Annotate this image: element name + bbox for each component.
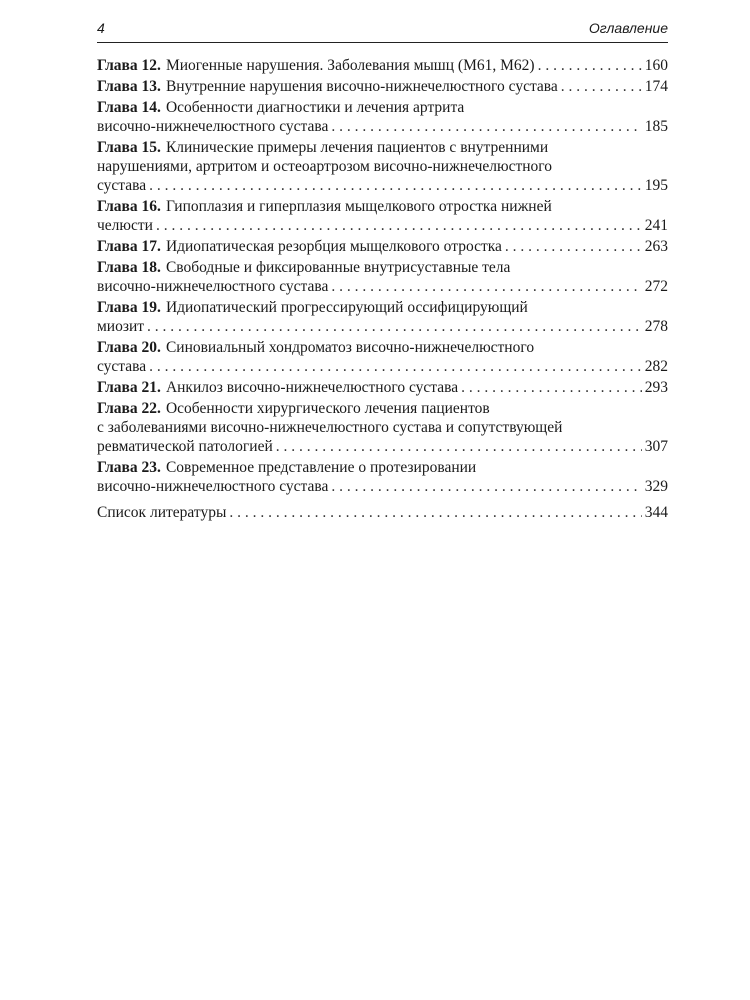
page-ref: 195 (644, 177, 668, 194)
toc-entry-line (97, 56, 668, 75)
dot-leader (461, 378, 642, 397)
toc-entry-line (97, 157, 668, 176)
chapter-title-line: сустава (97, 177, 147, 194)
page-number: 4 (97, 20, 105, 36)
toc-entry (97, 237, 668, 256)
chapter-title-line: Гипоплазия и гиперплазия мыщелкового отростка нижней (165, 198, 552, 215)
chapter-title-line: Особенности хирургического лечения пациентов (165, 400, 490, 417)
chapter-title-line: Список литературы (97, 504, 227, 521)
dot-leader (229, 503, 641, 522)
dot-leader (331, 277, 641, 296)
chapter-title-line: с заболеваниями височно-нижнечелюстного сустава и сопутствующей (97, 419, 563, 436)
chapter-number: Глава 16. (97, 198, 161, 215)
toc-entry-line (97, 77, 668, 96)
toc-entry-line (97, 216, 668, 235)
page-ref: 174 (644, 78, 668, 95)
page-ref: 282 (644, 358, 668, 375)
chapter-title-line: Идиопатическая резорбция мыщелкового отростка (165, 238, 502, 255)
chapter-title-line: височно-нижнечелюстного сустава (97, 278, 329, 295)
toc-entry (97, 458, 668, 496)
chapter-number: Глава 15. (97, 139, 161, 156)
chapter-title-line: ревматической патологией (97, 438, 273, 455)
page-ref: 263 (644, 238, 668, 255)
chapter-title-line: челюсти (97, 217, 153, 234)
chapter-title-line: Синовиальный хондроматоз височно-нижнечелюстного (165, 339, 535, 356)
toc-entry-line (97, 418, 668, 437)
toc-entry (97, 399, 668, 456)
chapter-title-line: височно-нижнечелюстного сустава (97, 118, 329, 135)
running-header (97, 16, 668, 43)
toc-entry-line (97, 138, 668, 157)
toc-entry-line (97, 176, 668, 195)
toc-entry-line (97, 338, 668, 357)
toc-entry (97, 378, 668, 397)
page-ref: 278 (644, 318, 668, 335)
dot-leader (538, 56, 642, 75)
toc-entry-line (97, 357, 668, 376)
toc-entry (97, 338, 668, 376)
dot-leader (331, 117, 641, 136)
dot-leader (156, 216, 642, 235)
chapter-title-line: Современное представление о протезировании (165, 459, 477, 476)
chapter-number: Глава 18. (97, 259, 161, 276)
page-ref: 160 (644, 57, 668, 74)
chapter-title-line: височно-нижнечелюстного сустава (97, 478, 329, 495)
toc-entry-line (97, 197, 668, 216)
toc-entry-line (97, 437, 668, 456)
dot-leader (149, 176, 642, 195)
chapter-title-line: нарушениями, артритом и остеоартрозом височно-нижнечелюстного (97, 158, 552, 175)
toc-entry-line (97, 258, 668, 277)
table-of-contents (97, 56, 668, 524)
toc-entry-line (97, 399, 668, 418)
page-ref: 307 (644, 438, 668, 455)
chapter-title-line: Миогенные нарушения. Заболевания мышц (М61, М62) (165, 57, 535, 74)
chapter-number: Глава 22. (97, 400, 161, 417)
chapter-number: Глава 14. (97, 99, 161, 116)
dot-leader (147, 317, 642, 336)
chapter-number: Глава 17. (97, 238, 161, 255)
chapter-title-line: Клинические примеры лечения пациентов с внутренними (165, 139, 549, 156)
toc-entry (97, 197, 668, 235)
page-ref: 185 (644, 118, 668, 135)
section-title: Оглавление (588, 20, 668, 36)
page-ref: 344 (644, 504, 668, 521)
dot-leader (276, 437, 642, 456)
chapter-title-line: Анкилоз височно-нижнечелюстного сустава (165, 379, 459, 396)
toc-entry-line (97, 503, 668, 522)
chapter-title-line: Внутренние нарушения височно-нижнечелюстного сустава (165, 78, 558, 95)
chapter-number: Глава 19. (97, 299, 161, 316)
toc-entry (97, 503, 668, 522)
dot-leader (561, 77, 642, 96)
dot-leader (149, 357, 642, 376)
toc-entry (97, 56, 668, 75)
toc-entry-line (97, 277, 668, 296)
chapter-number: Глава 21. (97, 379, 161, 396)
chapter-title-line: сустава (97, 358, 147, 375)
chapter-title-line: миозит (97, 318, 145, 335)
toc-entry-line (97, 458, 668, 477)
toc-entry-line (97, 237, 668, 256)
toc-entry (97, 98, 668, 136)
chapter-number: Глава 23. (97, 459, 161, 476)
toc-entry (97, 138, 668, 195)
chapter-number: Глава 12. (97, 57, 161, 74)
toc-entry (97, 77, 668, 96)
toc-entry-line (97, 298, 668, 317)
dot-leader (505, 237, 642, 256)
toc-entry (97, 258, 668, 296)
dot-leader (331, 477, 641, 496)
chapter-number: Глава 13. (97, 78, 161, 95)
page-ref: 329 (644, 478, 668, 495)
chapter-number: Глава 20. (97, 339, 161, 356)
toc-entry-line (97, 477, 668, 496)
toc-entry-line (97, 117, 668, 136)
chapter-title-line: Свободные и фиксированные внутрисуставные тела (165, 259, 511, 276)
toc-entry-line (97, 378, 668, 397)
page-ref: 293 (644, 379, 668, 396)
page-ref: 241 (644, 217, 668, 234)
page-ref: 272 (644, 278, 668, 295)
toc-entry-line (97, 317, 668, 336)
toc-entry-line (97, 98, 668, 117)
chapter-title-line: Идиопатический прогрессирующий оссифицирующий (165, 299, 528, 316)
toc-entry (97, 298, 668, 336)
chapter-title-line: Особенности диагностики и лечения артрита (165, 99, 465, 116)
